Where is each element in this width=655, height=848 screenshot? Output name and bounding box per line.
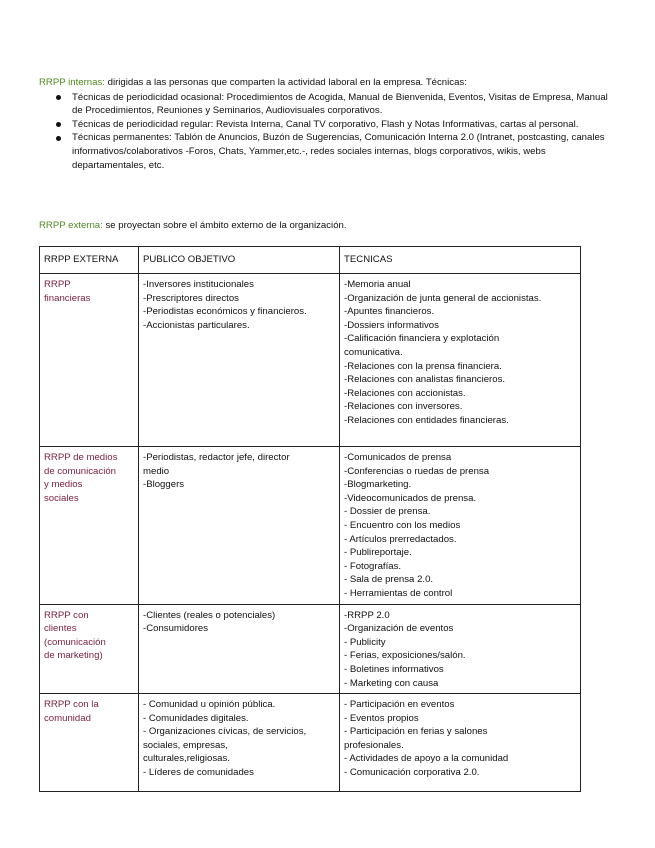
cell-line: -Consumidores: [143, 623, 209, 635]
cell-line: financieras: [44, 292, 91, 304]
cell-line: - Actividades de apoyo a la comunidad: [344, 753, 509, 765]
list-item: Técnicas de periodicidad regular: Revista Interna, Canal TV corporativo, Flash y Notas Informativas, cartas al personal.: [72, 118, 619, 132]
rrpp-type-cell: [40, 694, 139, 792]
cell-line: - Publireportaje.: [344, 547, 412, 559]
cell-line: -Periodistas económicos y financieros.: [143, 306, 307, 318]
cell-line: culturales,religiosas.: [143, 753, 230, 765]
cell-line: - Encuentro con los medios: [344, 519, 461, 531]
cell-line: clientes: [44, 623, 77, 635]
cell-line: -Accionistas particulares.: [143, 319, 250, 331]
cell-line: - Boletines informativos: [344, 663, 444, 675]
table-row: [40, 274, 581, 447]
tecnicas-cell: [340, 604, 581, 694]
publico-cell: [139, 447, 340, 605]
cell-line: -Relaciones con analistas financieros.: [344, 374, 506, 386]
tecnicas-internas-list: [39, 91, 619, 173]
cell-line: -Organización de junta general de accionistas.: [344, 292, 542, 304]
cell-line: -RRPP 2.0: [344, 609, 390, 621]
cell-line: -Dossiers informativos: [344, 319, 439, 331]
rrpp-type-cell: [40, 447, 139, 605]
cell-line: RRPP con la: [44, 699, 99, 711]
cell-line: -Inversores institucionales: [143, 279, 254, 290]
externa-label: RRPP externa:: [39, 220, 103, 231]
cell-line: - Ferias, exposiciones/salón.: [344, 650, 466, 662]
cell-line: - Comunicación corporativa 2.0.: [344, 767, 480, 779]
internas-label: RRPP internas:: [39, 77, 105, 88]
cell-line: -Bloggers: [143, 479, 185, 491]
rrpp-internas-section: [39, 76, 619, 172]
internas-text: dirigidas a las personas que comparten la actividad laboral en la empresa. Técnicas:: [104, 77, 467, 88]
rrpp-type-cell: [40, 604, 139, 694]
cell-line: - Herramientas de control: [344, 587, 453, 599]
cell-line: - Comunidades digitales.: [143, 712, 249, 724]
cell-line: - Participación en eventos: [344, 699, 455, 711]
table-row: [40, 447, 581, 605]
list-item: Técnicas de periodicidad ocasional: Procedimientos de Acogida, Manual de Bienvenida, Eventos, Visitas de Empresa, Manual de Procedimientos, Reuniones y Seminarios, Audiovisuales corporativos.: [72, 91, 619, 118]
cell-line: - Publicity: [344, 636, 386, 648]
table-header-row: [40, 247, 581, 274]
cell-line: - Organizaciones cívicas, de servicios,: [143, 726, 307, 738]
cell-line: - Dossier de prensa.: [344, 506, 431, 518]
header-tecnicas: TECNICAS: [340, 247, 581, 274]
cell-line: -Relaciones con accionistas.: [344, 387, 466, 399]
cell-line: - Eventos propios: [344, 712, 419, 724]
tecnicas-cell: [340, 694, 581, 792]
publico-cell: [139, 604, 340, 694]
cell-line: RRPP: [44, 279, 71, 290]
list-item: Técnicas permanentes: Tablón de Anuncios, Buzón de Sugerencias, Comunicación Interna 2.0 (Intranet, postcasting, canales informativos/colaborativos -Foros, Chats, Yammer,etc.-, redes sociales internas, blogs corporativos, wikis, webs departamentales, etc.: [72, 131, 619, 172]
cell-line: -Blogmarketing.: [344, 479, 412, 491]
cell-line: -Clientes (reales o potenciales): [143, 609, 276, 621]
cell-line: -Relaciones con entidades financieras.: [344, 414, 509, 426]
cell-line: de comunicación: [44, 465, 116, 477]
header-publico-objetivo: PUBLICO OBJETIVO: [139, 247, 340, 274]
cell-line: -Organización de eventos: [344, 623, 454, 635]
cell-line: -Apuntes financieros.: [344, 306, 435, 318]
publico-cell: [139, 694, 340, 792]
cell-line: de marketing): [44, 650, 103, 662]
cell-line: - Fotografías.: [344, 560, 402, 572]
table-row: [40, 604, 581, 694]
cell-line: medio: [143, 465, 170, 477]
cell-line: RRPP con: [44, 609, 89, 621]
cell-line: profesionales.: [344, 739, 404, 751]
rrpp-externa-table: [39, 246, 581, 792]
externa-intro: [39, 219, 619, 233]
cell-line: -Calificación financiera y explotación: [344, 333, 500, 345]
tecnicas-cell: [340, 274, 581, 447]
cell-line: -Relaciones con inversores.: [344, 401, 463, 413]
cell-line: -Memoria anual: [344, 279, 411, 290]
cell-line: -Prescriptores directos: [143, 292, 239, 304]
internas-intro: [39, 76, 619, 90]
cell-line: - Artículos prerredactados.: [344, 533, 457, 545]
cell-line: - Sala de prensa 2.0.: [344, 574, 434, 586]
header-rrpp-externa: RRPP EXTERNA: [40, 247, 139, 274]
cell-line: - Participación en ferias y salones: [344, 726, 488, 738]
cell-line: y medios: [44, 479, 83, 491]
cell-line: -Conferencias o ruedas de prensa: [344, 465, 490, 477]
cell-line: - Líderes de comunidades: [143, 767, 254, 779]
cell-line: - Marketing con causa: [344, 677, 439, 689]
cell-line: -Periodistas, redactor jefe, director: [143, 452, 290, 463]
cell-line: - Comunidad u opinión pública.: [143, 699, 276, 711]
cell-line: sociales: [44, 492, 79, 504]
cell-line: comunicativa.: [344, 346, 403, 358]
cell-line: -Videocomunicados de prensa.: [344, 492, 477, 504]
table-row: [40, 694, 581, 792]
cell-line: -Relaciones con la prensa financiera.: [344, 360, 502, 372]
cell-line: RRPP de medios: [44, 452, 118, 463]
cell-line: (comunicación: [44, 636, 106, 648]
cell-line: sociales, empresas,: [143, 739, 228, 751]
tecnicas-cell: [340, 447, 581, 605]
cell-line: comunidad: [44, 712, 91, 724]
cell-line: -Comunicados de prensa: [344, 452, 452, 463]
publico-cell: [139, 274, 340, 447]
rrpp-type-cell: [40, 274, 139, 447]
externa-text: se proyectan sobre el ámbito externo de la organización.: [102, 220, 347, 231]
